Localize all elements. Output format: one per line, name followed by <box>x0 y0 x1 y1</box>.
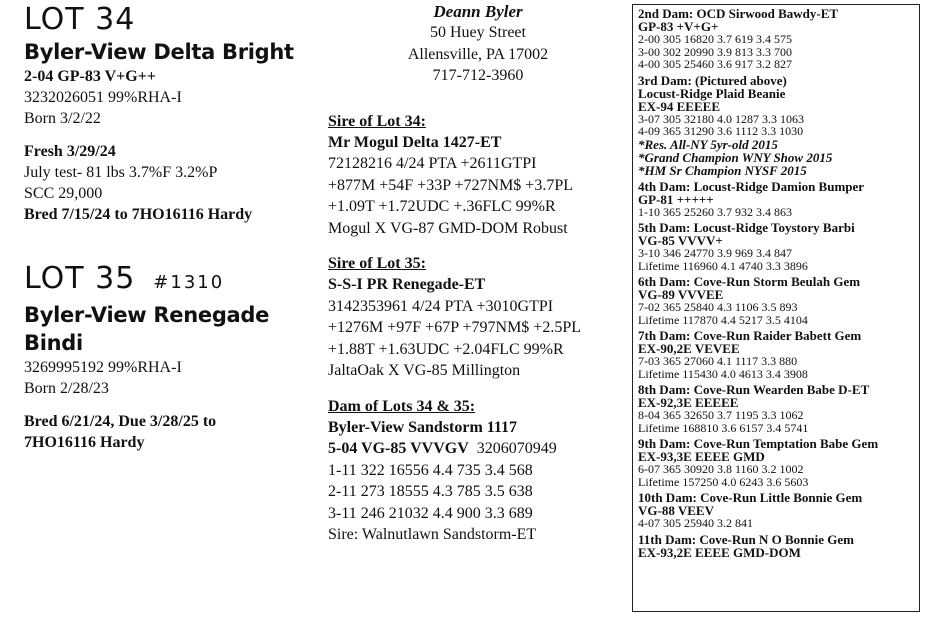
sire34-line: 72128216 4/24 PTA +2611GTPI <box>328 155 537 172</box>
pedigree-dam-entry <box>638 275 919 326</box>
middle-column <box>328 0 628 546</box>
pedigree-dam-entry <box>638 74 919 177</box>
pedigree-record-line: 3-07 305 32180 4.0 1287 3.3 1063 <box>638 111 804 126</box>
sire34-heading: Sire of Lot 34: <box>328 112 426 130</box>
lot34-cow-name: Byler-View Delta Bright <box>24 40 294 64</box>
lot35-tag: #1310 <box>153 272 225 293</box>
dam-record: 3-11 246 21032 4.4 900 3.3 689 <box>328 504 533 522</box>
dam-sire: Sire: Walnutlawn Sandstorm-ET <box>328 526 537 543</box>
pedigree-dam-subline: VG-89 VVVEE <box>638 287 724 302</box>
pedigree-box <box>632 4 920 612</box>
pedigree-record-line: 4-09 365 31290 3.6 1112 3.3 1030 <box>638 124 804 138</box>
sire34-line: +877M +54F +33P +727NM$ +3.7PL <box>328 176 573 194</box>
dam-grade: 5-04 VG-85 VVVGV <box>328 440 469 457</box>
pedigree-dam-heading: 5th Dam: Locust-Ridge Toystory Barbi <box>638 220 855 235</box>
pedigree-dam-heading: 7th Dam: Cove-Run Raider Babett Gem <box>638 328 862 343</box>
sire34-name: Mr Mogul Delta 1427-ET <box>328 133 502 151</box>
pedigree-dam-subline: VG-85 VVVV+ <box>638 233 723 248</box>
owner-name: Deann Byler <box>433 2 523 21</box>
pedigree-award-note: *Res. All-NY 5yr-old 2015 <box>638 136 778 152</box>
pedigree-record-line: 4-00 305 25460 3.6 917 3.2 827 <box>638 57 792 71</box>
pedigree-record-line: 4-07 305 25940 3.2 841 <box>638 516 753 530</box>
pedigree-dam-subline: EX-93,2E EEEE GMD-DOM <box>638 544 801 560</box>
owner-phone: 717-712-3960 <box>432 67 524 84</box>
pedigree-dam-entry <box>638 533 919 559</box>
dam-grade-row <box>328 438 628 460</box>
owner-street: 50 Huey Street <box>430 24 526 41</box>
lot35-bred-line2: 7HO16116 Hardy <box>24 434 145 451</box>
pedigree-record-line: 8-04 365 32650 3.7 1195 3.3 1062 <box>638 408 804 422</box>
lot34-heading: LOT 34 <box>24 2 136 37</box>
pedigree-dam-heading: 2nd Dam: OCD Sirwood Bawdy-ET <box>638 6 839 21</box>
pedigree-record-line: 1-10 365 25260 3.7 932 3.4 863 <box>638 204 792 219</box>
lot35-registration: 3269995192 99%RHA-I <box>24 359 182 376</box>
pedigree-dam-heading: 9th Dam: Cove-Run Temptation Babe Gem <box>638 436 879 451</box>
pedigree-record-line: Lifetime 157250 4.0 6243 3.6 5603 <box>638 474 809 489</box>
sire35-line: 3142353961 4/24 PTA +3010GTPI <box>328 297 554 315</box>
pedigree-dam-heading: 6th Dam: Cove-Run Storm Beulah Gem <box>638 274 861 289</box>
pedigree-dam-subline: EX-90,2E VEVEE <box>638 341 740 356</box>
pedigree-award-note: *Grand Champion WNY Show 2015 <box>638 149 833 165</box>
pedigree-dam-entry <box>638 437 919 488</box>
pedigree-dam-subline: GP-83 +V+G+ <box>638 19 719 34</box>
lot35-bred-line1: Bred 6/21/24, Due 3/28/25 to <box>24 413 217 430</box>
pedigree-record-line: 3-00 302 20990 3.9 813 3.3 700 <box>638 44 792 59</box>
pedigree-dam-subline: EX-94 EEEEE <box>638 98 720 114</box>
pedigree-record-line: 7-03 365 27060 4.1 1117 3.3 880 <box>638 354 798 368</box>
pedigree-record-line: 7-02 365 25840 4.3 1106 3.5 893 <box>638 300 798 314</box>
pedigree-dam-subline: EX-92,3E EEEEE <box>638 395 739 410</box>
pedigree-dam-entry <box>638 180 919 219</box>
lot34-scc: SCC 29,000 <box>24 185 103 202</box>
pedigree-record-line: 6-07 365 30920 3.8 1160 3.2 1002 <box>638 462 804 476</box>
pedigree-dam-heading: 8th Dam: Cove-Run Wearden Babe D-ET <box>638 382 870 397</box>
lot34-registration: 3232026051 99%RHA-I <box>24 89 182 106</box>
pedigree-dam-subline: Locust-Ridge Plaid Beanie <box>638 85 786 101</box>
sire35-name: S-S-I PR Renegade-ET <box>328 276 486 293</box>
lot35-cow-name: Byler-View Renegade Bindi <box>24 303 270 355</box>
lot34-fresh: Fresh 3/29/24 <box>24 143 116 160</box>
lot34-bred: Bred 7/15/24 to 7HO16116 Hardy <box>24 206 253 223</box>
dam-name: Byler-View Sandstorm 1117 <box>328 418 518 436</box>
dam-record: 1-11 322 16556 4.4 735 3.4 568 <box>328 461 533 479</box>
dam-heading: Dam of Lots 34 & 35: <box>328 397 476 415</box>
pedigree-record-line: 2-00 305 16820 3.7 619 3.4 575 <box>638 32 792 46</box>
pedigree-dam-entry <box>638 491 919 530</box>
pedigree-dam-subline: EX-93,3E EEEE GMD <box>638 449 765 464</box>
owner-city: Allensville, PA 17002 <box>407 45 549 63</box>
pedigree-dam-heading: 3rd Dam: (Pictured above) <box>638 72 787 88</box>
lot34-born: Born 3/2/22 <box>24 110 101 127</box>
sire35-line: +1.88T +1.63UDC +2.04FLC 99%R <box>328 340 564 358</box>
pedigree-dam-entry <box>638 329 919 380</box>
pedigree-record-line: Lifetime 117870 4.4 5217 3.5 4104 <box>638 312 808 327</box>
sire35-line: JaltaOak X VG-85 Millington <box>328 362 521 379</box>
sire34-line: Mogul X VG-87 GMD-DOM Robust <box>328 219 568 237</box>
pedigree-award-note: *HM Sr Champion NYSF 2015 <box>638 162 807 178</box>
sire35-heading: Sire of Lot 35: <box>328 255 426 272</box>
pedigree-dam-subline: VG-88 VEEV <box>638 503 714 518</box>
pedigree-dam-entry <box>638 383 919 434</box>
sire35-line: +1276M +97F +67P +797NM$ +2.5PL <box>328 319 581 336</box>
lot35-born: Born 2/28/23 <box>24 380 109 397</box>
pedigree-record-line: Lifetime 115430 4.0 4613 3.4 3908 <box>638 366 808 381</box>
lot35-heading: LOT 35 <box>24 261 136 296</box>
pedigree-dam-entry <box>638 221 919 272</box>
pedigree-dam-entry <box>638 7 919 71</box>
lot34-grade: 2-04 GP-83 V+G++ <box>24 68 156 85</box>
pedigree-dam-heading: 4th Dam: Locust-Ridge Damion Bumper <box>638 178 865 194</box>
pedigree-record-line: Lifetime 168810 3.6 6157 3.4 5741 <box>638 420 809 435</box>
left-column <box>24 0 324 453</box>
pedigree-record-line: 3-10 346 24770 3.9 969 3.4 847 <box>638 246 792 260</box>
pedigree-record-line: Lifetime 116960 4.1 4740 3.3 3896 <box>638 258 808 273</box>
lot34-test: July test- 81 lbs 3.7%F 3.2%P <box>24 164 218 181</box>
lot35-heading-row <box>24 263 324 299</box>
pedigree-dam-subline: GP-81 +++++ <box>638 191 714 207</box>
dam-record: 2-11 273 18555 4.3 785 3.5 638 <box>328 483 533 500</box>
pedigree-dam-heading: 10th Dam: Cove-Run Little Bonnie Gem <box>638 490 863 505</box>
sire34-line: +1.09T +1.72UDC +.36FLC 99%R <box>328 198 556 215</box>
dam-registration: 3206070949 <box>476 440 557 457</box>
pedigree-dam-heading: 11th Dam: Cove-Run N O Bonnie Gem <box>638 531 854 547</box>
